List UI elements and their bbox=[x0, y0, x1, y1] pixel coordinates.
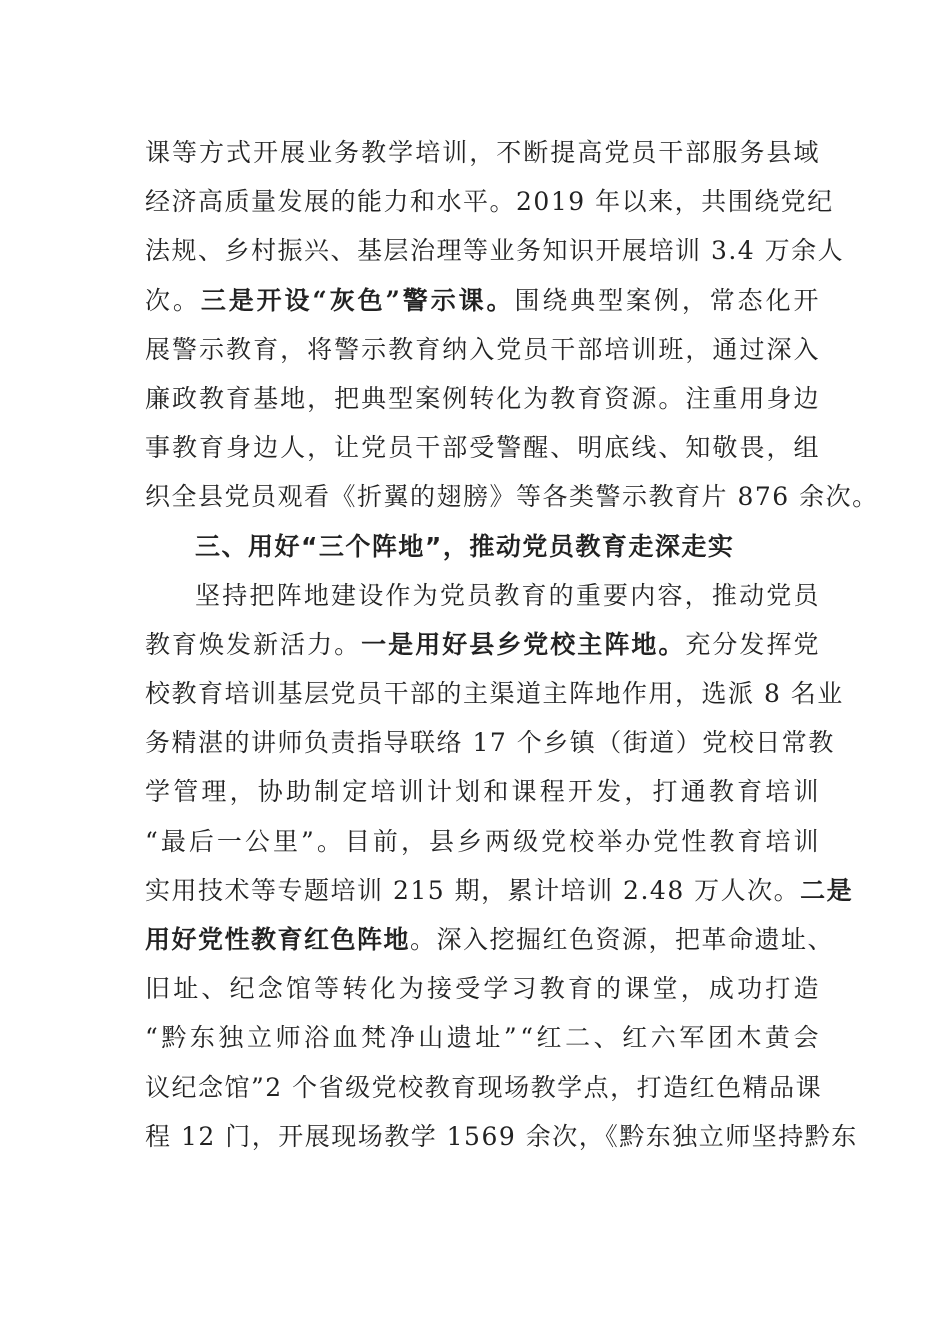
text-line bbox=[0, 964, 950, 1013]
text-line bbox=[0, 1112, 950, 1161]
bold-text-segment: 二是 bbox=[800, 875, 854, 905]
text-line bbox=[0, 276, 950, 325]
document-body bbox=[0, 128, 950, 1161]
bold-text-segment: 三、用好“三个阵地”，推动党员教育走深走实 bbox=[195, 531, 735, 561]
text-segment: 旧址、纪念馆等转化为接受学习教育的课堂，成功打造 bbox=[145, 974, 822, 1004]
text-line bbox=[0, 128, 950, 177]
text-line bbox=[0, 669, 950, 718]
text-line bbox=[0, 866, 950, 915]
text-segment: 经济高质量发展的能力和水平。2019 年以来，共围绕党纪 bbox=[145, 187, 834, 217]
text-segment: 议纪念馆”2 个省级党校教育现场教学点，打造红色精品课 bbox=[145, 1072, 823, 1102]
text-line bbox=[0, 571, 950, 620]
text-segment: 校教育培训基层党员干部的主渠道主阵地作用，选派 8 名业 bbox=[145, 679, 844, 709]
bold-text-segment: 用好党性教育红色阵地 bbox=[145, 925, 411, 954]
text-segment: 围绕典型案例，常态化开 bbox=[514, 285, 822, 315]
text-segment: 实用技术等专题培训 215 期，累计培训 2.48 万人次。 bbox=[145, 875, 801, 905]
text-segment: 织全县党员观看《折翼的翅膀》等各类警示教育片 876 余次。 bbox=[145, 482, 879, 512]
text-segment: 廉政教育基地，把典型案例转化为教育资源。注重用身边 bbox=[145, 383, 821, 413]
text-segment: 。深入挖掘红色资源，把革命遗址、 bbox=[410, 925, 835, 954]
text-segment: 坚持把阵地建设作为党员教育的重要内容，推动党员 bbox=[195, 580, 821, 610]
text-segment: 务精湛的讲师负责指导联络 17 个乡镇（街道）党校日常教 bbox=[145, 728, 835, 758]
text-segment: “最后一公里”。目前，县乡两级党校举办党性教育培训 bbox=[145, 826, 822, 856]
text-line bbox=[0, 325, 950, 374]
text-line bbox=[0, 767, 950, 816]
text-line bbox=[0, 1013, 950, 1062]
text-segment: 事教育身边人，让党员干部受警醒、明底线、知敬畏，组 bbox=[145, 433, 821, 463]
text-segment: 程 12 门，开展现场教学 1569 余次，《黔东独立师坚持黔东 bbox=[145, 1121, 858, 1151]
text-segment: 学管理，协助制定培训计划和课程开发，打通教育培训 bbox=[145, 777, 822, 807]
text-segment: 课等方式开展业务教学培训，不断提高党员干部服务县域 bbox=[145, 138, 821, 167]
bold-text-segment: 一是用好县乡党校主阵地。 bbox=[361, 629, 686, 659]
section-heading bbox=[0, 522, 950, 571]
text-line bbox=[0, 226, 950, 275]
text-line bbox=[0, 817, 950, 866]
text-segment: 教育焕发新活力。 bbox=[145, 629, 362, 659]
text-line bbox=[0, 915, 950, 964]
text-line bbox=[0, 423, 950, 472]
text-line bbox=[0, 718, 950, 767]
text-segment: “黔东独立师浴血梵净山遗址”“红二、红六军团木黄会 bbox=[145, 1023, 823, 1053]
text-line bbox=[0, 472, 950, 521]
text-line bbox=[0, 374, 950, 423]
text-line bbox=[0, 1063, 950, 1112]
text-line bbox=[0, 177, 950, 226]
text-line bbox=[0, 620, 950, 669]
bold-text-segment: 三是开设“灰色”警示课。 bbox=[200, 285, 515, 315]
text-segment: 法规、乡村振兴、基层治理等业务知识开展培训 3.4 万余人 bbox=[145, 236, 845, 266]
text-segment: 充分发挥党 bbox=[685, 629, 821, 659]
text-segment: 展警示教育，将警示教育纳入党员干部培训班，通过深入 bbox=[145, 334, 821, 364]
text-segment: 次。 bbox=[145, 285, 201, 315]
